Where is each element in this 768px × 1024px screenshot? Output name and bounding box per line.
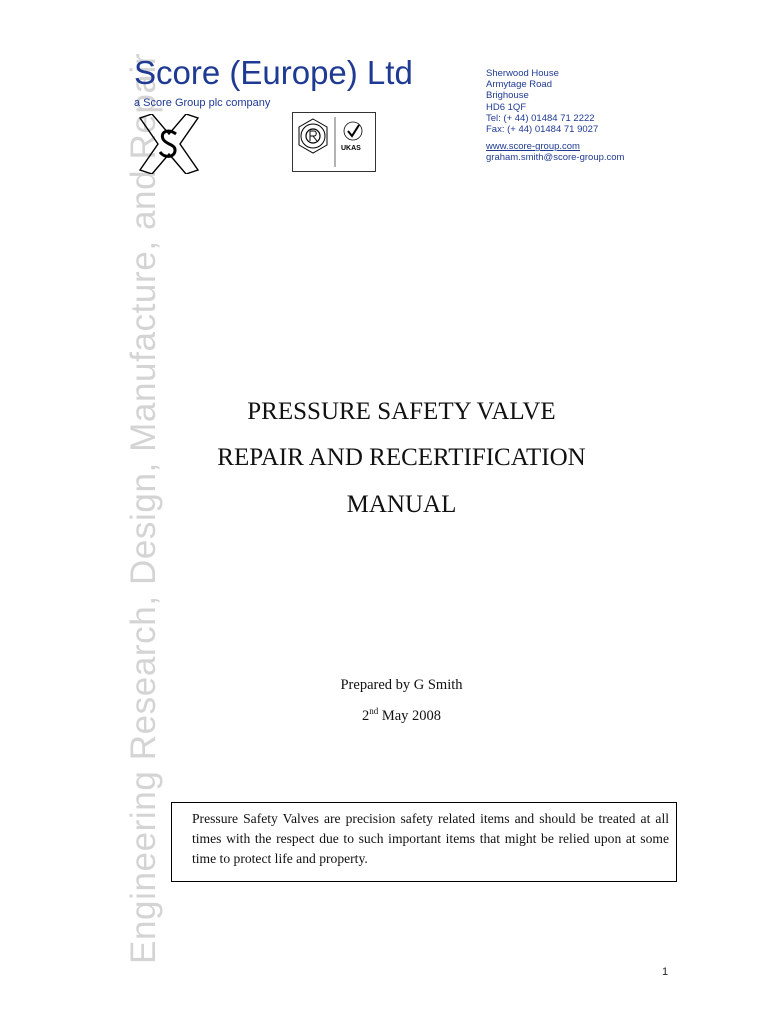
company-name: Score (Europe) Ltd: [134, 54, 413, 91]
address-line: Brighouse: [486, 90, 529, 102]
safety-notice: Pressure Safety Valves are precision safety related items and should be treated at all times with the respect due to such important items that might be relied upon at some time to protect life and property.: [171, 802, 677, 882]
sidebar-tagline: Engineering Research, Design, Manufacture, and Repair: [124, 52, 163, 964]
date-day: 2: [361, 708, 370, 724]
email-link[interactable]: graham.smith@score-group.com: [486, 152, 625, 164]
document-title-line-2: REPAIR AND RECERTIFICATION: [217, 444, 586, 471]
ukas-label: UKAS: [341, 145, 361, 152]
document-title-line-1: PRESSURE SAFETY VALVE: [247, 398, 556, 425]
website-link[interactable]: www.score-group.com: [486, 141, 580, 153]
prepared-by: Prepared by G Smith: [340, 677, 463, 693]
contact-block: [486, 68, 624, 164]
date-suffix: nd: [369, 706, 379, 717]
page-number: 1: [662, 966, 669, 978]
document-date: [0, 708, 768, 725]
address-line: Armytage Road: [486, 79, 553, 91]
company-subtitle: a Score Group plc company: [134, 97, 271, 109]
address-postcode: HD6 1QF: [486, 101, 527, 113]
quality-cert-icon: [293, 113, 375, 171]
score-logo-icon: [138, 114, 200, 174]
address-line: Sherwood House: [486, 68, 559, 79]
date-rest: May 2008: [378, 708, 442, 724]
certification-logos: [292, 112, 376, 172]
document-title-line-3: MANUAL: [346, 491, 457, 518]
telephone: Tel: (+ 44) 01484 71 2222: [486, 112, 595, 124]
fax: Fax: (+ 44) 01484 71 9027: [486, 124, 599, 136]
